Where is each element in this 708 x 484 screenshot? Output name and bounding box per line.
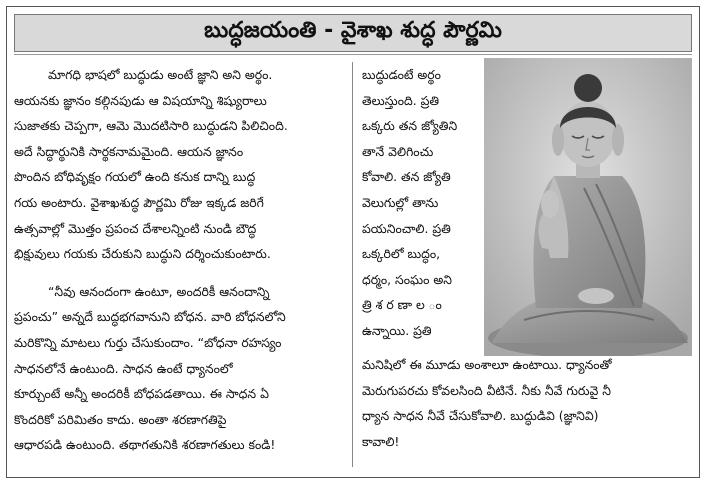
text-line: కావాలి! (362, 433, 400, 449)
left-column (14, 62, 344, 472)
text-line: అదే సిద్ధార్థునికి సార్థకనామమైంది. ఆయన జ్ఞానం (14, 143, 244, 159)
title-bar (14, 14, 692, 52)
text-line: త్రి శ ర ణా ల ం (362, 297, 442, 313)
buddha-image (484, 58, 692, 356)
text-line: తానే వెలిగించు (362, 143, 434, 159)
text-line: మరికొన్ని మాటలు గుర్తు చేసుకుందాం. “బోధనా రహస్యం (14, 334, 282, 350)
text-line: మనిషిలో ఈ మూడు అంశాలూ ఉంటాయి. ధ్యానంతో (362, 357, 612, 372)
text-line: ఆయనకు జ్ఞానం కల్గినపుడు ఆ విషయాన్ని శిష్యురాలు (14, 92, 267, 108)
text-line: ఉన్నాయి. ప్రతి (362, 322, 432, 338)
text-line: వెలుగుల్లో తాను (362, 194, 439, 210)
text-line: ఒక్కరు తన జ్యోతిని (362, 118, 458, 134)
text-line: పొందిన బోధివృక్షం గయలో ఉంది కనుక దాన్ని బుద్ధ (14, 169, 256, 185)
text-line: మెరుగుపరచు కోవలసింది వీటినే. నీకు నీవే గురువై నీ (362, 382, 611, 398)
text-line: ధ్యాన సాధన నీవే చేసుకోవాలి. బుద్ధుడివి (జ్ఞానివి) (362, 408, 599, 424)
text-line: భిక్షువులు గయకు చేరుకుని బుద్ధుని దర్శించుకుంటారు. (14, 246, 271, 262)
paragraph-2 (14, 279, 344, 458)
paragraph-1 (14, 62, 344, 267)
text-line: కోవాలి. తన జ్యోతి (362, 169, 451, 185)
paragraph-4 (362, 352, 694, 454)
column-divider (352, 62, 353, 467)
title-divider (14, 54, 692, 55)
middle-column (362, 62, 480, 358)
text-line: సుజాతకు చెప్పగా, ఆమె మొదటిసారి బుద్ధుడని పిలిచింది. (14, 118, 288, 134)
text-line: మాగధి భాషలో బుద్ధుడు అంటే జ్ఞాని అని అర్థం. (48, 67, 273, 82)
text-line: ఉత్సవాల్లో మొత్తం ప్రపంచ దేశాలన్నింటి నుండి బౌద్ధ (14, 220, 257, 236)
article-title: బుద్ధజయంతి - వైశాఖ శుద్ధ పౌర్ణమి (204, 18, 502, 43)
text-line: గయ అంటారు. వైశాఖశుద్ధ పౌర్ణమి రోజు ఇక్కడ జరిగే (14, 194, 264, 210)
text-line: సాధనలోనే ఉంటుంది. సాధన ఉంటే ధ్యానంలో (14, 360, 233, 376)
text-line: ఒక్కరిలో బుద్ధం, (362, 246, 441, 262)
text-line: కూర్చుంటే అన్నీ అందరికీ బోధపడతాయి. ఈ సాధన ఏ (14, 386, 269, 402)
text-line: ప్రపంచు” అన్నదే బుద్ధభగవానుని బోధన. వారి బోధనలోని (14, 309, 286, 325)
text-line: “నీవు ఆనందంగా ఉంటూ, అందరికీ ఆనందాన్ని (48, 283, 270, 299)
buddha-illustration (484, 58, 692, 356)
text-line: ఆధారపడి ఉంటుంది. తథాగతునికి శరణాగతులు కండి! (14, 437, 276, 453)
text-line: పయనించాలి. ప్రతి (362, 220, 451, 236)
text-line: తెలుస్తుంది. ప్రతి (362, 92, 440, 108)
text-line: బుద్ధుడంటే అర్థం (362, 67, 441, 82)
paragraph-3 (362, 62, 480, 344)
text-line: కొందరికో పరిమితం కాదు. అంతా శరణాగతిపై (14, 411, 227, 427)
bottom-right-text (362, 352, 694, 470)
text-line: ధర్మం, సంఘం అని (362, 271, 452, 287)
